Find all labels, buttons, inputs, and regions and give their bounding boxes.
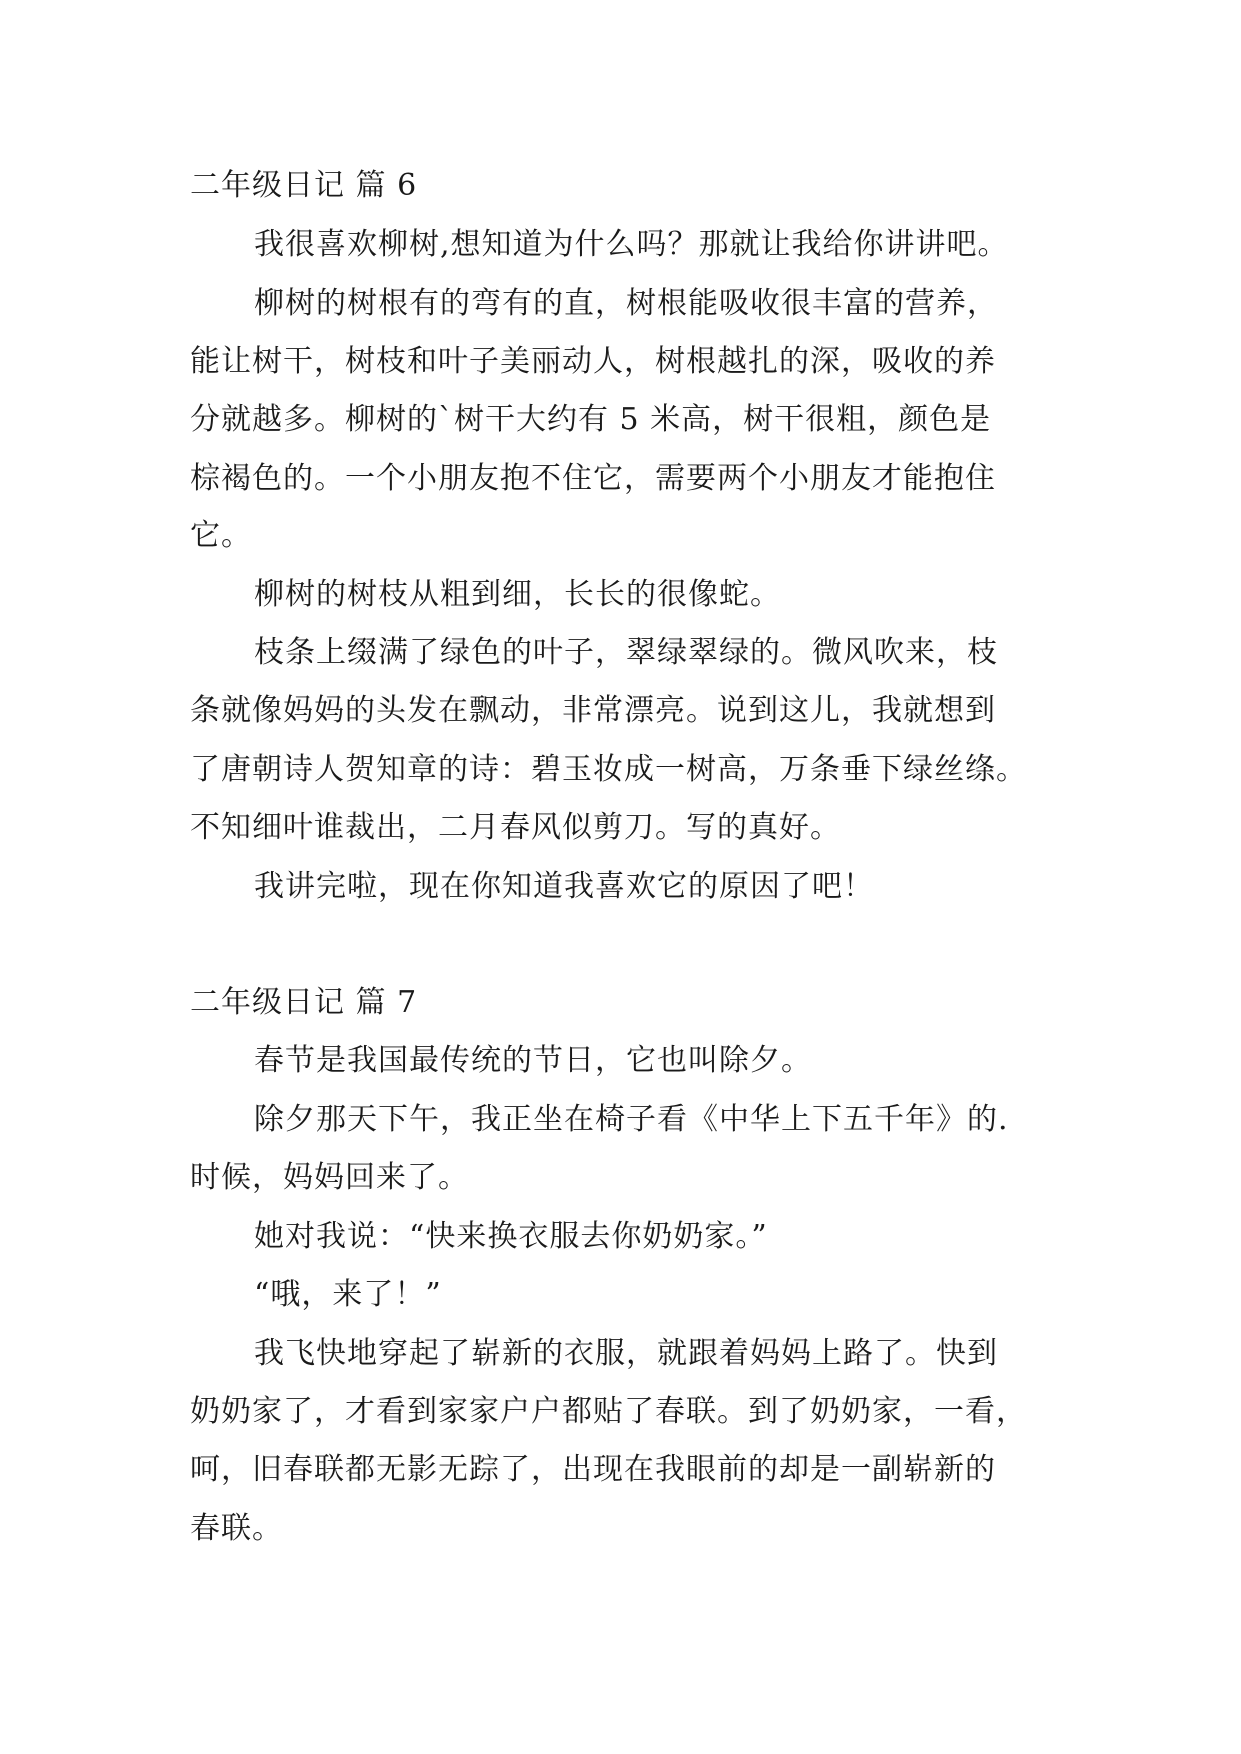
- paragraph-line: 了唐朝诗人贺知章的诗：碧玉妆成一树高，万条垂下绿丝绦。: [190, 752, 1027, 787]
- paragraph-line: 春联。: [190, 1511, 283, 1546]
- paragraph-line: 柳树的树枝从粗到细，长长的很像蛇。: [254, 577, 781, 612]
- paragraph-line: 我讲完啦，现在你知道我喜欢它的原因了吧！: [254, 869, 874, 904]
- paragraph-line: 能让树干，树枝和叶子美丽动人，树根越扎的深，吸收的养: [190, 344, 996, 379]
- paragraph-line: 分就越多。柳树的`树干大约有 5 米高，树干很粗，颜色是: [190, 402, 992, 437]
- paragraph-line: 除夕那天下午，我正坐在椅子看《中华上下五千年》的.: [254, 1102, 1009, 1137]
- paragraph-line: 时候，妈妈回来了。: [190, 1160, 469, 1195]
- paragraph-line: 她对我说：“快来换衣服去你奶奶家。”: [254, 1219, 768, 1254]
- paragraph-line: 柳树的树根有的弯有的直，树根能吸收很丰富的营养，: [254, 286, 998, 321]
- paragraph-line: 条就像妈妈的头发在飘动，非常漂亮。说到这儿，我就想到: [190, 693, 996, 728]
- paragraph-line: 奶奶家了，才看到家家户户都贴了春联。到了奶奶家，一看，: [190, 1394, 1027, 1429]
- paragraph-line: 棕褐色的。一个小朋友抱不住它，需要两个小朋友才能抱住: [190, 461, 996, 496]
- paragraph-line: 它。: [190, 518, 252, 553]
- paragraph-line: 呵，旧春联都无影无踪了，出现在我眼前的却是一副崭新的: [190, 1452, 996, 1487]
- paragraph-line: 我飞快地穿起了崭新的衣服，就跟着妈妈上路了。快到: [254, 1336, 998, 1371]
- section-heading: 二年级日记 篇 6: [190, 168, 418, 203]
- paragraph-line: “哦，来了！”: [254, 1277, 442, 1312]
- paragraph-line: 不知细叶谁裁出，二月春风似剪刀。写的真好。: [190, 810, 841, 845]
- paragraph-line: 枝条上缀满了绿色的叶子，翠绿翠绿的。微风吹来，枝: [254, 635, 998, 670]
- paragraph-line: 我很喜欢柳树,想知道为什么吗？那就让我给你讲讲吧。: [254, 227, 1009, 262]
- section-heading: 二年级日记 篇 7: [190, 985, 418, 1020]
- paragraph-line: 春节是我国最传统的节日，它也叫除夕。: [254, 1043, 812, 1078]
